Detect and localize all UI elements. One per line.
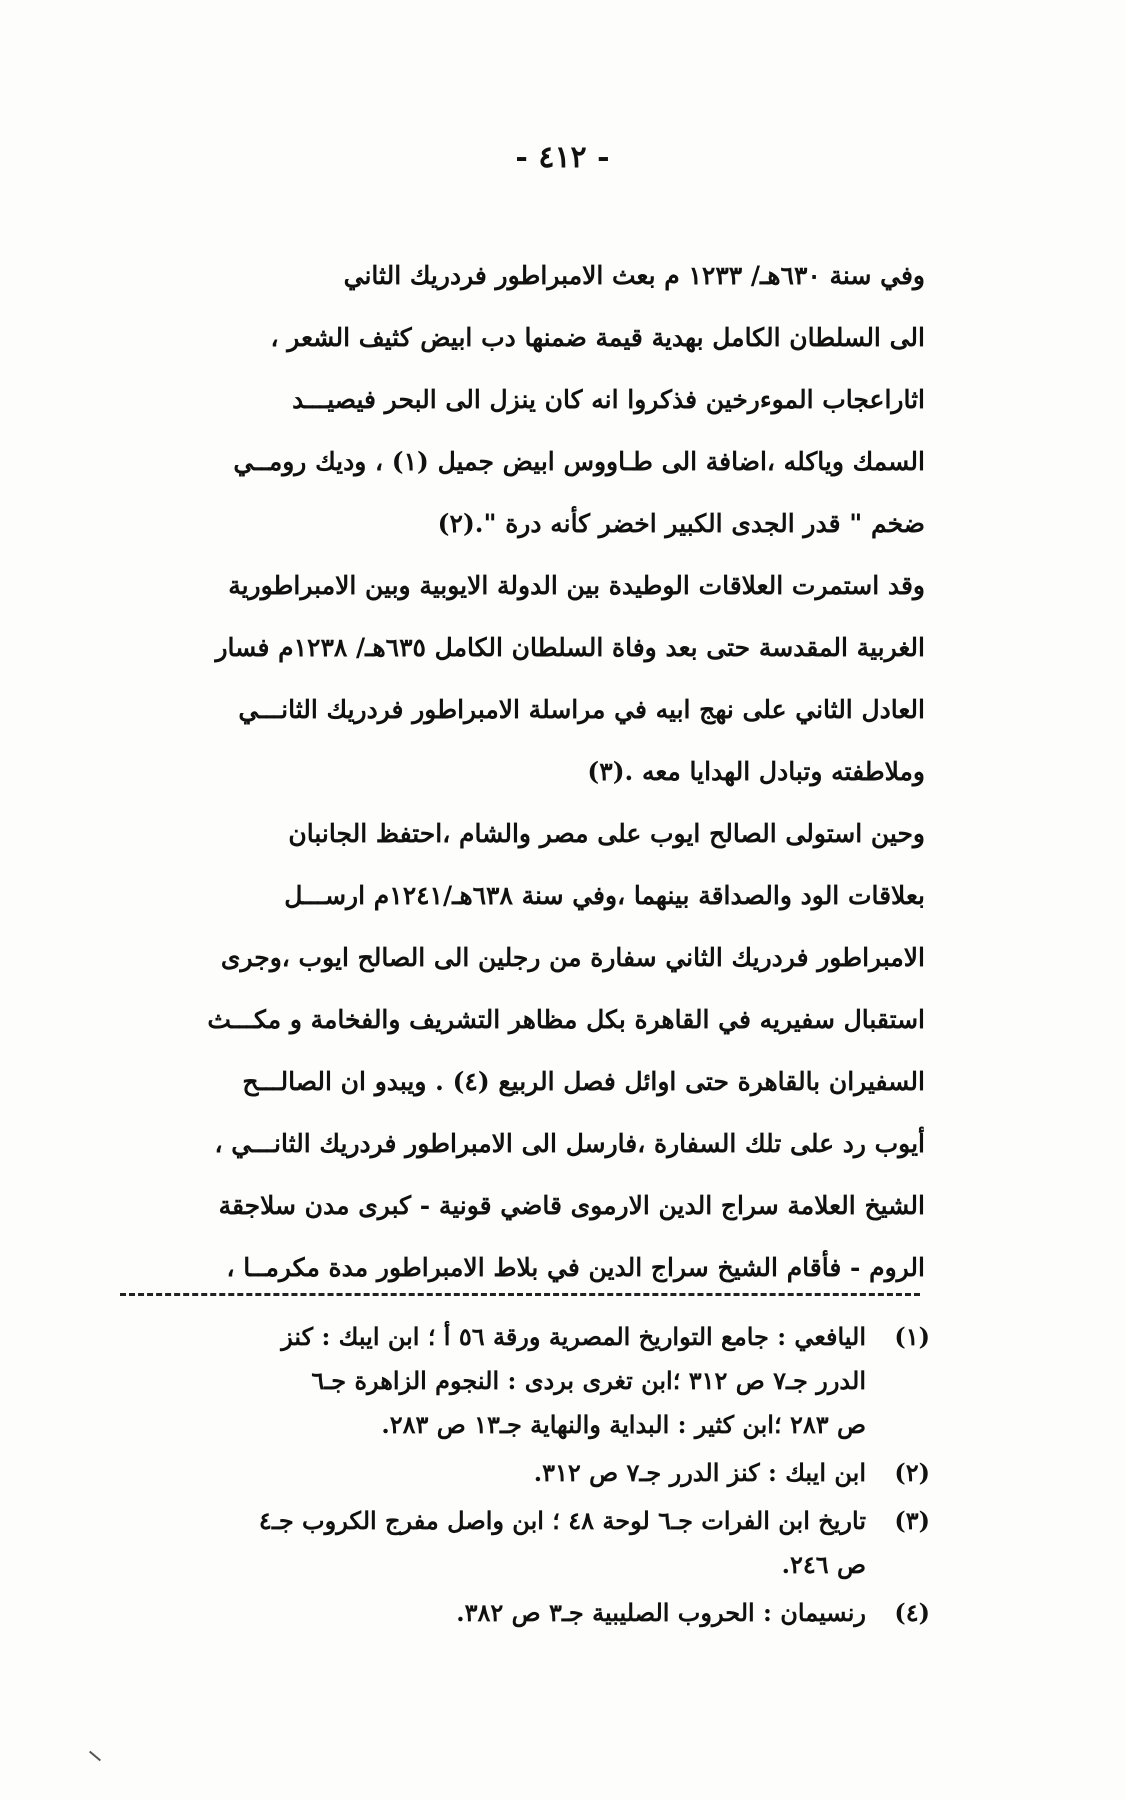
footnote-4	[120, 1591, 930, 1635]
footnote-line: الدرر جـ٧ ص ٣١٢ ؛ابن تغرى بردى : النجوم الزاهرة جـ٦	[311, 1366, 866, 1395]
footnote-3	[120, 1499, 930, 1587]
footnote-divider	[120, 1293, 920, 1296]
footnote-number: (١)	[894, 1322, 930, 1351]
body-line: الروم - فأقام الشيخ سراج الدين في بلاط الامبراطور مدة مكرمــا ،	[226, 1253, 925, 1282]
footnote-line: ص ٢٤٦.	[781, 1550, 866, 1579]
footnote-body	[120, 1591, 866, 1635]
body-line: وحين استولى الصالح ايوب على مصر والشام ،احتفظ الجانبان	[288, 819, 925, 848]
footnote-number: (٣)	[894, 1506, 930, 1535]
footnote-line: ص ٢٨٣ ؛ابن كثير : البداية والنهاية جـ١٣ ص ٢٨٣.	[381, 1410, 866, 1439]
body-line: أيوب رد على تلك السفارة ،فارسل الى الامبراطور فردريك الثانـــي ،	[214, 1129, 925, 1158]
body-line: بعلاقات الود والصداقة بينهما ،وفي سنة ٦٣٨هـ/١٢٤١م ارســـل	[284, 881, 925, 910]
footnote-body	[120, 1499, 866, 1587]
footnote-body	[120, 1451, 866, 1495]
body-line: العادل الثاني على نهج ابيه في مراسلة الامبراطور فردريك الثانـــي	[238, 695, 925, 724]
body-line: وملاطفته وتبادل الهدايا معه .(٣)	[587, 757, 925, 786]
body-line: ضخم " قدر الجدى الكبير اخضر كأنه درة ".(٢)	[437, 509, 925, 538]
footnote-number: (٤)	[894, 1598, 930, 1627]
body-line: الغربية المقدسة حتى بعد وفاة السلطان الكامل ٦٣٥هـ/ ١٢٣٨م فسار	[215, 633, 925, 662]
body-line: الامبراطور فردريك الثاني سفارة من رجلين الى الصالح ايوب ،وجرى	[220, 943, 925, 972]
footnote-line: تاريخ ابن الفرات جـ٦ لوحة ٤٨ ؛ ابن واصل مفرج الكروب جـ٤	[258, 1506, 866, 1535]
page-number: - ٤١٢ -	[515, 140, 610, 175]
scan-mark	[89, 1751, 101, 1762]
footnote-2	[120, 1451, 930, 1495]
footnote-line: رنسيمان : الحروب الصليبية جـ٣ ص ٣٨٢.	[456, 1598, 866, 1627]
body-line: السفيران بالقاهرة حتى اوائل فصل الربيع (٤) . ويبدو ان الصالـــح	[242, 1067, 925, 1096]
body-line: الى السلطان الكامل بهدية قيمة ضمنها دب ابيض كثيف الشعر ،	[270, 323, 925, 352]
main-body-text	[125, 245, 925, 1299]
footnote-line: ابن ايبك : كنز الدرر جـ٧ ص ٣١٢.	[533, 1458, 866, 1487]
footnote-number: (٢)	[894, 1458, 930, 1487]
body-line: استقبال سفيريه في القاهرة بكل مظاهر التشريف والفخامة و مكـــث	[207, 1005, 925, 1034]
footnote-line: اليافعي : جامع التواريخ المصرية ورقة ٥٦ أ ؛ ابن ايبك : كنز	[281, 1322, 866, 1351]
body-line: وقد استمرت العلاقات الوطيدة بين الدولة الايوبية وبين الامبراطورية	[228, 571, 925, 600]
body-line: السمك وياكله ،اضافة الى طـاووس ابيض جميل (١) ، وديك رومــي	[233, 447, 925, 476]
footnote-1	[120, 1315, 930, 1447]
footnotes	[120, 1315, 930, 1639]
body-line: وفي سنة ٦٣٠هـ/ ١٢٣٣ م بعث الامبراطور فردريك الثاني	[343, 261, 925, 290]
body-line: الشيخ العلامة سراج الدين الارموى قاضي قونية - كبرى مدن سلاجقة	[218, 1191, 925, 1220]
footnote-body	[120, 1315, 866, 1447]
body-line: اثاراعجاب الموءرخين فذكروا انه كان ينزل الى البحر فيصيـــد	[292, 385, 925, 414]
